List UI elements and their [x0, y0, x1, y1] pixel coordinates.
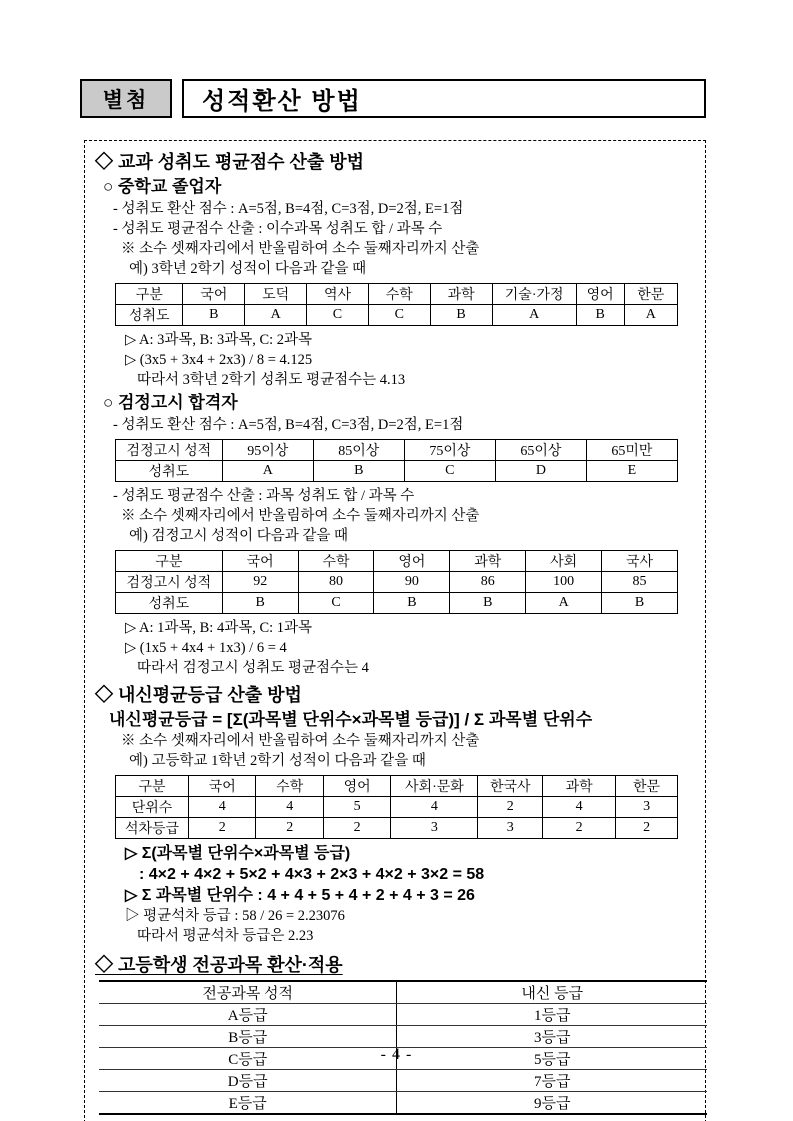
ged-average-score-line: - 성취도 평균점수 산출 : 과목 성취도 합 / 과목 수	[113, 488, 415, 504]
ged-conversion-score-line: - 성취도 환산 점수 : A=5점, B=4점, C=3점, D=2점, E=1점	[113, 417, 464, 433]
table-cell: 한국사	[478, 776, 543, 797]
table-cell: B	[222, 593, 298, 614]
table-cell: 85	[602, 572, 678, 593]
conversion-score-line: - 성취도 환산 점수 : A=5점, B=4점, C=3점, D=2점, E=1점	[113, 201, 464, 217]
table-row	[116, 776, 678, 797]
table-row	[99, 1070, 707, 1092]
table-cell: 90	[374, 572, 450, 593]
table-cell: 2	[189, 818, 256, 839]
table-cell: 75이상	[404, 440, 495, 461]
content-box	[84, 140, 706, 1121]
table-cell: 영어	[323, 776, 390, 797]
gpa-calc-sum-title: ▷ Σ(과목별 단위수×과목별 등급)	[125, 845, 351, 862]
table-cell: A	[245, 305, 307, 326]
table-cell: 65미만	[586, 440, 677, 461]
ged-calc-average-formula: ▷ (1x5 + 4x4 + 1x3) / 6 = 4	[125, 640, 287, 656]
section-heading-gpa: ◇ 내신평균등급 산출 방법	[95, 685, 302, 705]
gpa-example-intro: 예) 고등학교 1학년 2학기 성적이 다음과 같을 때	[129, 753, 426, 769]
table-row	[116, 284, 678, 305]
table-cell: 2	[256, 818, 323, 839]
ged-example-intro: 예) 검정고시 성적이 다음과 같을 때	[129, 528, 349, 544]
ged-score-example-table	[115, 550, 678, 614]
subsection-heading-middle-school: ○ 중학교 졸업자	[103, 177, 222, 196]
table-cell: 사회·문화	[391, 776, 478, 797]
table-row	[116, 440, 678, 461]
gpa-calc-units: ▷ Σ 과목별 단위수 : 4 + 4 + 5 + 4 + 2 + 4 + 3 = 26	[125, 887, 475, 904]
table-cell: 100	[526, 572, 602, 593]
table-cell: 역사	[307, 284, 369, 305]
rounding-note: ※ 소수 셋째자리에서 반올림하여 소수 둘째자리까지 산출	[121, 241, 480, 257]
table-cell: 95이상	[222, 440, 313, 461]
table-cell: C	[368, 305, 430, 326]
table-cell: 도덕	[245, 284, 307, 305]
table-cell: C	[298, 593, 374, 614]
page-title: 성적환산 방법	[182, 79, 706, 118]
table-cell: 성취도	[116, 593, 223, 614]
middle-school-grades-table	[115, 283, 678, 326]
table-cell: 국어	[222, 551, 298, 572]
table-cell: 과학	[430, 284, 492, 305]
table-cell: 검정고시 성적	[116, 572, 223, 593]
high-school-grades-table	[115, 775, 678, 839]
table-cell: 수학	[298, 551, 374, 572]
table-cell: B	[576, 305, 624, 326]
gpa-calc-average: ▷ 평균석차 등급 : 58 / 26 = 2.23076	[125, 908, 345, 924]
table-cell: 수학	[368, 284, 430, 305]
table-row	[116, 551, 678, 572]
table-cell: C	[307, 305, 369, 326]
table-cell: 86	[450, 572, 526, 593]
table-cell: 구분	[116, 551, 223, 572]
table-cell: 석차등급	[116, 818, 189, 839]
calc-result: 따라서 3학년 2학기 성취도 평균점수는 4.13	[137, 372, 406, 388]
table-cell: B	[602, 593, 678, 614]
table-cell: 성취도	[116, 461, 223, 482]
gpa-calc-result: 따라서 평균석차 등급은 2.23	[137, 928, 314, 944]
table-cell: A	[526, 593, 602, 614]
table-cell: 과학	[450, 551, 526, 572]
table-cell: 2	[323, 818, 390, 839]
subsection-heading-ged: ○ 검정고시 합격자	[103, 393, 238, 412]
table-cell: 내신 등급	[397, 981, 707, 1004]
attachment-badge: 별첨	[80, 79, 172, 118]
table-cell: D	[495, 461, 586, 482]
table-cell: 9등급	[397, 1092, 707, 1115]
table-cell: B	[313, 461, 404, 482]
table-cell: 국어	[183, 284, 245, 305]
section-heading-major-conversion: ◇ 고등학생 전공과목 환산·적용	[95, 955, 343, 975]
table-row	[116, 572, 678, 593]
calc-subject-counts: ▷ A: 3과목, B: 3과목, C: 2과목	[125, 332, 313, 348]
section-heading-subject-achievement: ◇ 교과 성취도 평균점수 산출 방법	[95, 152, 365, 172]
table-cell: 전공과목 성적	[99, 981, 397, 1004]
table-row	[116, 797, 678, 818]
table-cell: 3	[616, 797, 678, 818]
gpa-rounding-note: ※ 소수 셋째자리에서 반올림하여 소수 둘째자리까지 산출	[121, 733, 480, 749]
table-cell: 국어	[189, 776, 256, 797]
table-cell: 2	[616, 818, 678, 839]
table-cell: B	[374, 593, 450, 614]
table-cell: 4	[256, 797, 323, 818]
table-cell: 한문	[616, 776, 678, 797]
ged-rounding-note: ※ 소수 셋째자리에서 반올림하여 소수 둘째자리까지 산출	[121, 508, 480, 524]
table-cell: 기술·가정	[492, 284, 576, 305]
table-row	[116, 305, 678, 326]
ged-grade-conversion-table	[115, 439, 678, 482]
table-cell: 2	[478, 797, 543, 818]
table-cell: 92	[222, 572, 298, 593]
table-cell: E	[586, 461, 677, 482]
table-row	[99, 1004, 707, 1026]
table-cell: 과학	[543, 776, 616, 797]
table-cell: 한문	[624, 284, 677, 305]
table-cell: 80	[298, 572, 374, 593]
table-row	[99, 1026, 707, 1048]
table-cell: 1등급	[397, 1004, 707, 1026]
table-row	[99, 981, 707, 1004]
table-cell: 영어	[374, 551, 450, 572]
table-cell: E등급	[99, 1092, 397, 1115]
table-cell: 국사	[602, 551, 678, 572]
table-cell: 3등급	[397, 1026, 707, 1048]
table-cell: A	[492, 305, 576, 326]
table-cell: B	[430, 305, 492, 326]
table-cell: 3	[391, 818, 478, 839]
page-number: - 4 -	[380, 1046, 413, 1063]
gpa-calc-sum-detail: : 4×2 + 4×2 + 5×2 + 4×3 + 2×3 + 4×2 + 3×2 = 58	[139, 866, 485, 883]
table-cell: 단위수	[116, 797, 189, 818]
table-cell: B	[450, 593, 526, 614]
table-cell: C등급	[99, 1048, 397, 1070]
ged-calc-subject-counts: ▷ A: 1과목, B: 4과목, C: 1과목	[125, 620, 313, 636]
table-cell: D등급	[99, 1070, 397, 1092]
document-header	[80, 79, 706, 118]
table-cell: A	[222, 461, 313, 482]
table-cell: 5	[323, 797, 390, 818]
table-cell: 영어	[576, 284, 624, 305]
table-cell: 4	[189, 797, 256, 818]
table-row	[116, 593, 678, 614]
example-intro: 예) 3학년 2학기 성적이 다음과 같을 때	[129, 261, 367, 277]
table-cell: 3	[478, 818, 543, 839]
table-cell: 7등급	[397, 1070, 707, 1092]
table-cell: 검정고시 성적	[116, 440, 223, 461]
table-row	[99, 1092, 707, 1115]
table-cell: 수학	[256, 776, 323, 797]
table-cell: 65이상	[495, 440, 586, 461]
table-cell: 5등급	[397, 1048, 707, 1070]
table-cell: C	[404, 461, 495, 482]
table-row	[116, 818, 678, 839]
table-cell: 사회	[526, 551, 602, 572]
table-row	[116, 461, 678, 482]
table-cell: 구분	[116, 284, 183, 305]
calc-average-formula: ▷ (3x5 + 3x4 + 2x3) / 8 = 4.125	[125, 352, 313, 368]
table-cell: 4	[391, 797, 478, 818]
table-cell: A	[624, 305, 677, 326]
table-cell: B	[183, 305, 245, 326]
table-cell: 성취도	[116, 305, 183, 326]
table-cell: 2	[543, 818, 616, 839]
table-cell: 구분	[116, 776, 189, 797]
table-cell: B등급	[99, 1026, 397, 1048]
average-score-line: - 성취도 평균점수 산출 : 이수과목 성취도 합 / 과목 수	[113, 221, 443, 237]
table-cell: 85이상	[313, 440, 404, 461]
ged-calc-result: 따라서 검정고시 성취도 평균점수는 4	[137, 660, 369, 676]
table-cell: A등급	[99, 1004, 397, 1026]
gpa-formula-line: 내신평균등급 = [Σ(과목별 단위수×과목별 등급)] / Σ 과목별 단위수	[109, 710, 593, 729]
table-cell: 4	[543, 797, 616, 818]
